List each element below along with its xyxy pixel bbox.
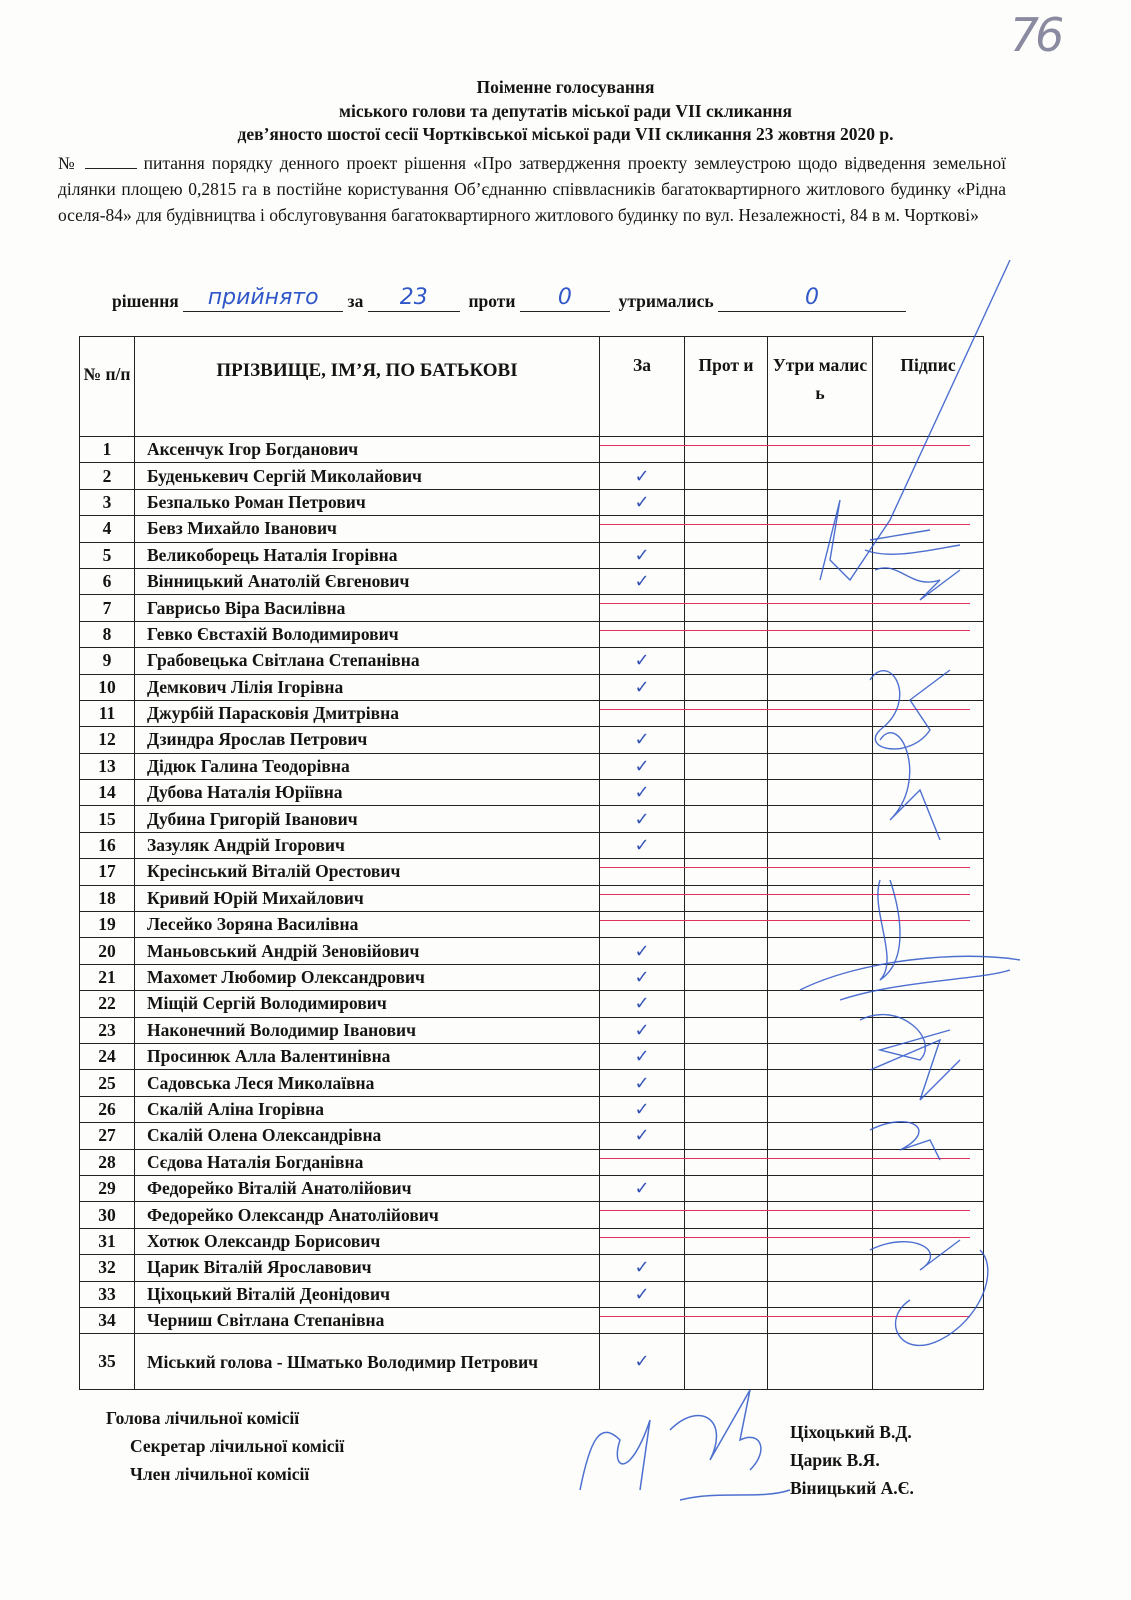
- table-row: [80, 463, 984, 489]
- vote-for-mark: ✓: [600, 938, 685, 964]
- member-name: Зазуляк Андрій Ігорович: [135, 832, 600, 858]
- vote-abstain-cell: [768, 700, 873, 726]
- table-row: [80, 1096, 984, 1122]
- vote-against-cell: [685, 1096, 768, 1122]
- table-header-row: [80, 337, 984, 437]
- vote-against-cell: [685, 1334, 768, 1390]
- table-row: [80, 1175, 984, 1201]
- header-signature: Підпис: [873, 337, 984, 437]
- vote-against-cell: [685, 885, 768, 911]
- vote-for-mark: [600, 1307, 685, 1333]
- signature-cell: [873, 1228, 984, 1254]
- table-row: [80, 700, 984, 726]
- member-name: Кресінський Віталій Орестович: [135, 859, 600, 885]
- table-row: [80, 991, 984, 1017]
- vote-against-cell: [685, 489, 768, 515]
- member-name: Дубина Григорій Іванович: [135, 806, 600, 832]
- table-row: [80, 516, 984, 542]
- table-row: [80, 780, 984, 806]
- row-number: 27: [80, 1123, 135, 1149]
- signature-cell: [873, 542, 984, 568]
- vote-for-mark: ✓: [600, 542, 685, 568]
- vote-for-mark: ✓: [600, 727, 685, 753]
- table-row: [80, 727, 984, 753]
- vote-against-cell: [685, 1228, 768, 1254]
- vote-abstain-cell: [768, 568, 873, 594]
- header-against: Прот и: [685, 337, 768, 437]
- row-number: 34: [80, 1307, 135, 1333]
- vote-abstain-cell: [768, 1281, 873, 1307]
- member-name: Демкович Лілія Ігорівна: [135, 674, 600, 700]
- row-number: 12: [80, 727, 135, 753]
- row-number: 6: [80, 568, 135, 594]
- vote-against-cell: [685, 727, 768, 753]
- row-number: 29: [80, 1175, 135, 1201]
- vote-abstain-cell: [768, 806, 873, 832]
- signature-cell: [873, 1307, 984, 1333]
- row-number: 33: [80, 1281, 135, 1307]
- signature-cell: [873, 1123, 984, 1149]
- vote-for-mark: ✓: [600, 674, 685, 700]
- member-name: Ціхоцький Віталій Деонідович: [135, 1281, 600, 1307]
- signature-cell: [873, 489, 984, 515]
- vote-abstain-cell: [768, 595, 873, 621]
- signature-cell: [873, 832, 984, 858]
- vote-against-cell: [685, 648, 768, 674]
- page-number: 76: [1009, 8, 1061, 62]
- commission-secretary-name: Царик В.Я.: [790, 1450, 880, 1470]
- vote-for-mark: [600, 859, 685, 885]
- vote-abstain-cell: [768, 621, 873, 647]
- table-row: [80, 859, 984, 885]
- vote-against-cell: [685, 1043, 768, 1069]
- vote-for-mark: ✓: [600, 964, 685, 990]
- table-row: [80, 489, 984, 515]
- member-name: Гаврисьо Віра Василівна: [135, 595, 600, 621]
- vote-against-cell: [685, 542, 768, 568]
- signature-cell: [873, 991, 984, 1017]
- vote-against-cell: [685, 1281, 768, 1307]
- member-name: Федорейко Віталій Анатолійович: [135, 1175, 600, 1201]
- signature-cell: [873, 1070, 984, 1096]
- signature-cell: [873, 1043, 984, 1069]
- table-row: [80, 437, 984, 463]
- vote-abstain-cell: [768, 674, 873, 700]
- absence-line: [600, 1158, 970, 1159]
- vote-for-mark: [600, 595, 685, 621]
- vote-for-mark: [600, 621, 685, 647]
- table-row: [80, 1149, 984, 1175]
- vote-abstain-cell: [768, 489, 873, 515]
- header-num: № п/п: [80, 337, 135, 437]
- signature-cell: [873, 437, 984, 463]
- vote-against-cell: [685, 859, 768, 885]
- signature-cell: [873, 1149, 984, 1175]
- vote-abstain-cell: [768, 1228, 873, 1254]
- signature-cell: [873, 1017, 984, 1043]
- vote-for-mark: ✓: [600, 806, 685, 832]
- vote-against-cell: [685, 437, 768, 463]
- vote-against-cell: [685, 1307, 768, 1333]
- decision-label: рішення: [112, 291, 179, 311]
- table-row: [80, 753, 984, 779]
- against-label: проти: [468, 291, 516, 311]
- vote-against-cell: [685, 832, 768, 858]
- row-number: 1: [80, 437, 135, 463]
- member-name: Дубова Наталія Юріївна: [135, 780, 600, 806]
- table-row: [80, 1228, 984, 1254]
- vote-abstain-cell: [768, 780, 873, 806]
- vote-against-cell: [685, 806, 768, 832]
- absence-line: [600, 1237, 970, 1238]
- row-number: 16: [80, 832, 135, 858]
- row-number: 11: [80, 700, 135, 726]
- vote-against-cell: [685, 1149, 768, 1175]
- vote-against-cell: [685, 516, 768, 542]
- vote-abstain-cell: [768, 1175, 873, 1201]
- row-number: 28: [80, 1149, 135, 1175]
- signature-cell: [873, 806, 984, 832]
- vote-abstain-cell: [768, 463, 873, 489]
- vote-for-mark: ✓: [600, 1123, 685, 1149]
- member-name: Буденькевич Сергій Миколайович: [135, 463, 600, 489]
- vote-for-mark: ✓: [600, 1334, 685, 1390]
- vote-for-mark: ✓: [600, 648, 685, 674]
- row-number: 22: [80, 991, 135, 1017]
- commission-signature-stroke: [580, 1420, 650, 1490]
- vote-abstain-cell: [768, 938, 873, 964]
- signature-cell: [873, 1334, 984, 1390]
- table-row: [80, 885, 984, 911]
- session-line: дев’яносто шостої сесії Чортківської міської ради VII скликання 23 жовтня 2020 р.: [237, 124, 894, 144]
- signature-cell: [873, 1255, 984, 1281]
- table-row: [80, 1123, 984, 1149]
- absence-line: [600, 894, 970, 895]
- vote-for-mark: [600, 912, 685, 938]
- row-number: 9: [80, 648, 135, 674]
- vote-for-mark: ✓: [600, 832, 685, 858]
- vote-abstain-cell: [768, 727, 873, 753]
- vote-abstain-cell: [768, 1123, 873, 1149]
- table-row: [80, 568, 984, 594]
- row-number: 25: [80, 1070, 135, 1096]
- row-number: 5: [80, 542, 135, 568]
- vote-for-mark: ✓: [600, 753, 685, 779]
- row-number: 4: [80, 516, 135, 542]
- signature-cell: [873, 1175, 984, 1201]
- table-row: [80, 1070, 984, 1096]
- member-name: Дідюк Галина Теодорівна: [135, 753, 600, 779]
- member-name: Гевко Євстахій Володимирович: [135, 621, 600, 647]
- member-name: Вінницький Анатолій Євгенович: [135, 568, 600, 594]
- row-number: 8: [80, 621, 135, 647]
- row-number: 3: [80, 489, 135, 515]
- commission-signature-stroke: [680, 1490, 790, 1500]
- member-name: Скалій Аліна Ігорівна: [135, 1096, 600, 1122]
- header-for: За: [600, 337, 685, 437]
- vote-against-cell: [685, 780, 768, 806]
- table-row: [80, 1017, 984, 1043]
- row-number: 14: [80, 780, 135, 806]
- absence-line: [600, 920, 970, 921]
- table-row: [80, 806, 984, 832]
- signature-cell: [873, 912, 984, 938]
- vote-abstain-cell: [768, 648, 873, 674]
- vote-for-mark: ✓: [600, 1096, 685, 1122]
- vote-against-cell: [685, 1123, 768, 1149]
- vote-for-mark: [600, 437, 685, 463]
- table-row: [80, 938, 984, 964]
- row-number: 2: [80, 463, 135, 489]
- vote-abstain-cell: [768, 542, 873, 568]
- vote-abstain-cell: [768, 1307, 873, 1333]
- member-name: Черниш Світлана Степанівна: [135, 1307, 600, 1333]
- vote-against-cell: [685, 674, 768, 700]
- vote-abstain-cell: [768, 1017, 873, 1043]
- table-row: [80, 1255, 984, 1281]
- absence-line: [600, 709, 970, 710]
- row-number: 10: [80, 674, 135, 700]
- vote-for-mark: ✓: [600, 1043, 685, 1069]
- member-name: Сєдова Наталія Богданівна: [135, 1149, 600, 1175]
- vote-against-cell: [685, 1017, 768, 1043]
- vote-against-cell: [685, 568, 768, 594]
- absence-line: [600, 603, 970, 604]
- member-name: Кривий Юрій Михайлович: [135, 885, 600, 911]
- vote-for-mark: ✓: [600, 1255, 685, 1281]
- signature-cell: [873, 885, 984, 911]
- member-name: Міський голова - Шматько Володимир Петрович: [135, 1334, 600, 1390]
- member-name: Міщій Сергій Володимирович: [135, 991, 600, 1017]
- row-number: 15: [80, 806, 135, 832]
- row-number: 13: [80, 753, 135, 779]
- member-name: Просинюк Алла Валентинівна: [135, 1043, 600, 1069]
- row-number: 35: [80, 1334, 135, 1390]
- member-name: Скалій Олена Олександрівна: [135, 1123, 600, 1149]
- vote-abstain-cell: [768, 1043, 873, 1069]
- row-number: 7: [80, 595, 135, 621]
- member-name: Безпалько Роман Петрович: [135, 489, 600, 515]
- header-abstain: Утри малис ь: [768, 337, 873, 437]
- issue-text: питання порядку денного проект рішення «Про затвердження проекту землеустрою щодо відведення земельної ділянки площею 0,2815 га в постійне користування Об’єднанню співвласників багатоквартирного житлового будинку «Рідна оселя-84» для будівництва і обслуговування багатоквартирного житлового будинку по вул. Незалежності, 84 в м. Чорткові»: [58, 153, 1006, 225]
- document-subtitle: міського голови та депутатів міської ради VII скликання: [339, 101, 792, 121]
- row-number: 18: [80, 885, 135, 911]
- signature-cell: [873, 1202, 984, 1228]
- commission-signatures: [560, 1380, 800, 1520]
- signature-cell: [873, 1096, 984, 1122]
- member-name: Джурбій Парасковія Дмитрівна: [135, 700, 600, 726]
- vote-against-cell: [685, 595, 768, 621]
- vote-abstain-cell: [768, 832, 873, 858]
- vote-for-mark: ✓: [600, 1175, 685, 1201]
- member-name: Грабовецька Світлана Степанівна: [135, 648, 600, 674]
- member-name: Садовська Леся Миколаївна: [135, 1070, 600, 1096]
- commission-chair-name: Ціхоцький В.Д.: [790, 1422, 912, 1442]
- vote-against-cell: [685, 1070, 768, 1096]
- row-number: 23: [80, 1017, 135, 1043]
- row-number: 24: [80, 1043, 135, 1069]
- absence-line: [600, 867, 970, 868]
- signature-cell: [873, 938, 984, 964]
- vote-against-cell: [685, 753, 768, 779]
- issue-number-label: №: [58, 153, 78, 173]
- member-name: Царик Віталій Ярославович: [135, 1255, 600, 1281]
- row-number: 19: [80, 912, 135, 938]
- vote-rows: [80, 437, 984, 1390]
- vote-against-cell: [685, 964, 768, 990]
- vote-for-mark: ✓: [600, 991, 685, 1017]
- vote-abstain-cell: [768, 912, 873, 938]
- vote-abstain-cell: [768, 964, 873, 990]
- document-title: Поіменне голосування: [476, 77, 655, 97]
- vote-for-mark: [600, 885, 685, 911]
- table-row: [80, 912, 984, 938]
- agenda-issue: [58, 150, 1006, 228]
- vote-against-cell: [685, 700, 768, 726]
- table-row: [80, 648, 984, 674]
- vote-abstain-cell: [768, 437, 873, 463]
- row-number: 30: [80, 1202, 135, 1228]
- table-row: [80, 964, 984, 990]
- table-row: [80, 1043, 984, 1069]
- absence-line: [600, 1210, 970, 1211]
- signature-cell: [873, 780, 984, 806]
- for-label: за: [347, 291, 364, 311]
- member-name: Федорейко Олександр Анатолійович: [135, 1202, 600, 1228]
- table-row: [80, 1307, 984, 1333]
- vote-against-cell: [685, 1202, 768, 1228]
- table-row: [80, 674, 984, 700]
- signature-cell: [873, 1281, 984, 1307]
- row-number: 21: [80, 964, 135, 990]
- vote-for-mark: [600, 1202, 685, 1228]
- abstain-label: утримались: [618, 291, 714, 311]
- vote-abstain-cell: [768, 1096, 873, 1122]
- row-number: 31: [80, 1228, 135, 1254]
- vote-against-cell: [685, 1175, 768, 1201]
- signature-cell: [873, 516, 984, 542]
- signature-cell: [873, 700, 984, 726]
- table-row: [80, 832, 984, 858]
- vote-for-mark: ✓: [600, 568, 685, 594]
- member-name: Аксенчук Ігор Богданович: [135, 437, 600, 463]
- member-name: Махомет Любомир Олександрович: [135, 964, 600, 990]
- row-number: 20: [80, 938, 135, 964]
- table-row: [80, 595, 984, 621]
- table-row: [80, 1202, 984, 1228]
- commission-signature-stroke: [670, 1390, 761, 1470]
- signature-cell: [873, 964, 984, 990]
- absence-line: [600, 445, 970, 446]
- member-name: Бевз Михайло Іванович: [135, 516, 600, 542]
- vote-against-cell: [685, 912, 768, 938]
- vote-for-mark: [600, 1228, 685, 1254]
- vote-abstain-cell: [768, 516, 873, 542]
- signature-cell: [873, 568, 984, 594]
- vote-abstain-cell: [768, 753, 873, 779]
- row-number: 32: [80, 1255, 135, 1281]
- table-row: [80, 621, 984, 647]
- vote-abstain-cell: [768, 1149, 873, 1175]
- for-value: 23: [368, 287, 460, 312]
- vote-for-mark: ✓: [600, 1017, 685, 1043]
- member-name: Хотюк Олександр Борисович: [135, 1228, 600, 1254]
- member-name: Великоборець Наталія Ігорівна: [135, 542, 600, 568]
- commission-secretary-label: Секретар лічильної комісії: [130, 1436, 345, 1456]
- table-row: [80, 1281, 984, 1307]
- vote-abstain-cell: [768, 991, 873, 1017]
- against-value: 0: [520, 287, 610, 312]
- signature-cell: [873, 727, 984, 753]
- vote-abstain-cell: [768, 1202, 873, 1228]
- commission-chair-label: Голова лічильної комісії: [106, 1408, 300, 1428]
- signature-cell: [873, 648, 984, 674]
- vote-against-cell: [685, 938, 768, 964]
- issue-number-blank: [85, 154, 137, 169]
- vote-abstain-cell: [768, 885, 873, 911]
- vote-abstain-cell: [768, 1070, 873, 1096]
- signature-cell: [873, 621, 984, 647]
- signature-cell: [873, 463, 984, 489]
- vote-for-mark: [600, 516, 685, 542]
- header-name: ПРІЗВИЩЕ, ІМ’Я, ПО БАТЬКОВІ: [135, 337, 600, 437]
- abstain-value: 0: [718, 287, 906, 312]
- commission-names: [790, 1418, 914, 1502]
- vote-abstain-cell: [768, 859, 873, 885]
- signature-cell: [873, 753, 984, 779]
- member-name: Лесейко Зоряна Василівна: [135, 912, 600, 938]
- signature-cell: [873, 674, 984, 700]
- vote-against-cell: [685, 1255, 768, 1281]
- commission-member-label: Член лічильної комісії: [130, 1464, 310, 1484]
- signature-cell: [873, 595, 984, 621]
- vote-results: [112, 287, 906, 312]
- member-name: Дзиндра Ярослав Петрович: [135, 727, 600, 753]
- vote-for-mark: [600, 700, 685, 726]
- vote-for-mark: ✓: [600, 489, 685, 515]
- vote-against-cell: [685, 991, 768, 1017]
- vote-abstain-cell: [768, 1255, 873, 1281]
- vote-for-mark: [600, 1149, 685, 1175]
- absence-line: [600, 1316, 970, 1317]
- vote-for-mark: ✓: [600, 780, 685, 806]
- row-number: 26: [80, 1096, 135, 1122]
- vote-against-cell: [685, 621, 768, 647]
- signature-cell: [873, 859, 984, 885]
- vote-for-mark: ✓: [600, 463, 685, 489]
- member-name: Маньовський Андрій Зеновійович: [135, 938, 600, 964]
- member-name: Наконечний Володимир Іванович: [135, 1017, 600, 1043]
- vote-table: [79, 336, 984, 1390]
- vote-for-mark: ✓: [600, 1070, 685, 1096]
- row-number: 17: [80, 859, 135, 885]
- table-row: [80, 542, 984, 568]
- commission-member-name: Віницький А.Є.: [790, 1478, 914, 1498]
- decision-value: прийнято: [183, 287, 343, 312]
- vote-for-mark: ✓: [600, 1281, 685, 1307]
- vote-against-cell: [685, 463, 768, 489]
- absence-line: [600, 630, 970, 631]
- table-row: [80, 1334, 984, 1390]
- absence-line: [600, 524, 970, 525]
- vote-abstain-cell: [768, 1334, 873, 1390]
